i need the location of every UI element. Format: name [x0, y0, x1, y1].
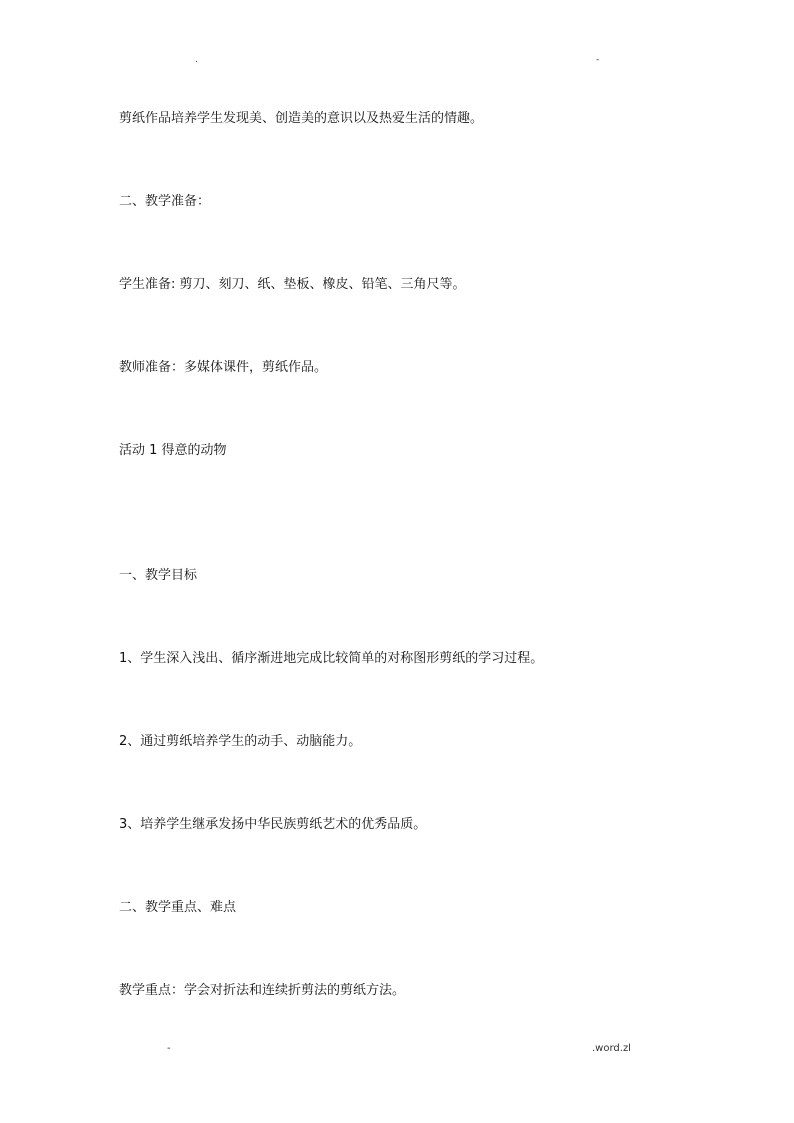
header-right-mark: -	[596, 55, 600, 65]
heading-teaching-preparation: 二、教学准备：	[119, 194, 211, 209]
footer-left-mark: -	[167, 1043, 171, 1054]
paragraph-key-point: 教学重点：学会对折法和连续折剪法的剪纸方法。	[119, 983, 406, 998]
objective-item-2: 2、通过剪纸培养学生的动手、动脑能力。	[119, 734, 362, 749]
paragraph-teacher-preparation: 教师准备：多媒体课件，剪纸作品。	[119, 360, 328, 375]
heading-teaching-objectives: 一、教学目标	[119, 568, 198, 583]
heading-key-difficult-points: 二、教学重点、难点	[119, 900, 237, 915]
header-left-mark: .	[195, 55, 198, 65]
heading-activity-1: 活动 1 得意的动物	[119, 443, 227, 458]
paragraph-goal-summary: 剪纸作品培养学生发现美、创造美的意识以及热爱生活的情趣。	[119, 111, 484, 126]
objective-item-3: 3、培养学生继承发扬中华民族剪纸艺术的优秀品质。	[119, 817, 427, 832]
objective-item-1: 1、学生深入浅出、循序渐进地完成比较简单的对称图形剪纸的学习过程。	[119, 651, 544, 666]
footer-watermark-text: .word.zl	[592, 1043, 631, 1054]
paragraph-student-preparation: 学生准备: 剪刀、刻刀、纸、垫板、橡皮、铅笔、三角尺等。	[119, 277, 466, 292]
